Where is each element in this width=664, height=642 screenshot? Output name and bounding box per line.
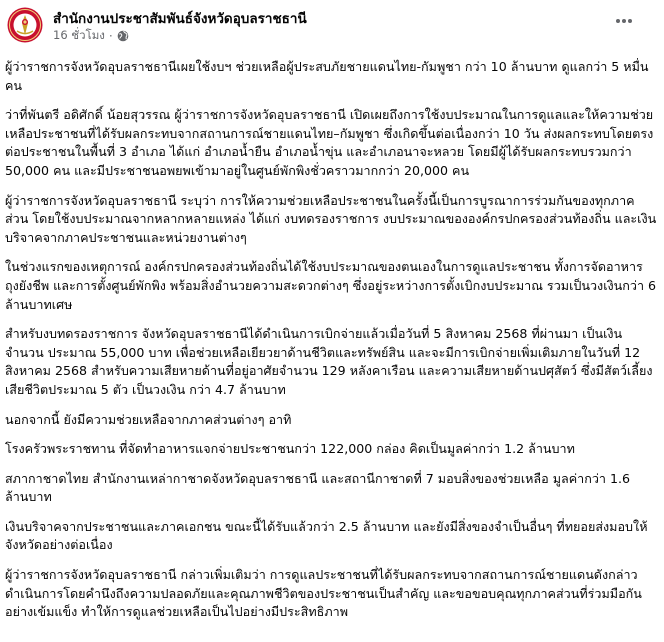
post-header — [0, 0, 664, 50]
post-paragraph: ผู้ว่าราชการจังหวัดอุบลราชธานี กล่าวเพิ่มเติมว่า การดูแลประชาชนที่ได้รับผลกระทบจากสถานการณ์ชายแดนดังกล่าว ดำเนินการโดยคำนึงถึงความปลอดภัยและคุณภาพชีวิตของประชาชนเป็นสำคัญ และขอขอบคุณทุกภาคส่วนที่ร่วมมือกันอย่างเข้มแข็ง ทำให้การดูแลช่วยเหลือเป็นไปอย่างมีประสิทธิภาพ — [5, 567, 642, 620]
more-options-button[interactable] — [608, 8, 640, 34]
post-paragraph: สำหรับงบทดรองราชการ จังหวัดอุบลราชธานีได้ดำเนินการเบิกจ่ายแล้วเมื่อวันที่ 5 สิงหาคม 2568 ที่ผ่านมา เป็นเงินจำนวน ประมาณ 55,000 บาท เพื่อช่วยเหลือเยียวยาด้านชีวิตและทรัพย์สิน และจะมีการเบิกจ่ายเพิ่มเติมภายในวันที่ 12 สิงหาคม 2568 สำหรับความเสียหายด้านที่อยู่อาศัยจำนวน 129 หลังคาเรือน และความเสียหายด้านปศุสัตว์ ซึ่งมีสัตว์เลี้ยงเสียชีวิตประมาณ 5 ตัว เป็นวงเงิน กว่า 4.7 ล้านบาท — [5, 326, 653, 397]
post-meta — [53, 27, 129, 45]
post-paragraph: ว่าที่พันตรี อดิศักดิ์ น้อยสุวรรณ ผู้ว่าราชการจังหวัดอุบลราชธานี เปิดเผยถึงการใช้งบประมาณในการดูแลและให้ความช่วยเหลือประชาชนที่ได้รับผลกระทบจากสถานการณ์ชายแดนไทย–กัมพูชา ซึ่งเกิดขึ้นต่อเนื่องกว่า 10 วัน ส่งผลกระทบโดยตรงต่อประชาชนในพื้นที่ 3 อำเภอ ได้แก่ อำเภอน้ำยืน อำเภอน้ำขุ่น และอำเภอนาจะหลวย โดยมีผู้ได้รับผลกระทบรวมกว่า 50,000 คน และมีประชาชนอพยพเข้ามาอยู่ในศูนย์พักพิงชั่วคราวมากกว่า 20,000 คน — [5, 107, 654, 178]
post-body — [5, 58, 657, 633]
meta-separator: · — [108, 29, 113, 43]
more-horizontal-icon — [615, 18, 633, 24]
government-seal-icon — [5, 5, 45, 45]
post-paragraph: โรงครัวพระราชทาน ที่จัดทำอาหารแจกจ่ายประชาชนกว่า 122,000 กล่อง คิดเป็นมูลค่ากว่า 1.2 ล้านบาท — [5, 441, 575, 457]
page-logo-avatar[interactable] — [5, 5, 45, 45]
post-timestamp[interactable]: 16 ชั่วโมง — [53, 28, 105, 42]
post-paragraph-headline: ผู้ว่าราชการจังหวัดอุบลราชธานีเผยใช้งบฯ ช่วยเหลือผู้ประสบภัยชายแดนไทย-กัมพูชา กว่า 10 ล้านบาท ดูแลกว่า 5 หมื่นคน — [5, 59, 649, 93]
post-paragraph: สภากาชาดไทย สำนักงานเหล่ากาชาดจังหวัดอุบลราชธานี และสถานีกาชาดที่ 7 มอบสิ่งของช่วยเหลือ มูลค่ากว่า 1.6 ล้านบาท — [5, 470, 631, 505]
post-paragraph: นอกจากนี้ ยังมีความช่วยเหลือจากภาคส่วนต่างๆ อาทิ — [5, 411, 292, 427]
post-paragraph: เงินบริจาคจากประชาชนและภาคเอกชน ขณะนี้ได้รับแล้วกว่า 2.5 ล้านบาท และยังมีสิ่งของจำเป็นอื่นๆ ที่ทยอยส่งมอบให้จังหวัดอย่างต่อเนื่อง — [5, 518, 648, 553]
post-paragraph: ในช่วงแรกของเหตุการณ์ องค์กรปกครองส่วนท้องถิ่นได้ใช้งบประมาณของตนเองในการดูแลประชาชน ทั้งการจัดอาหาร ถุงยังชีพ และการตั้งศูนย์พักพิง พร้อมสิ่งอำนวยความสะดวกต่างๆ ซึ่งอยู่ระหว่างการตั้งเบิกงบประมาณ รวมเป็นวงเงินกว่า 6 ล้านบาทเศษ — [5, 259, 657, 312]
post-paragraph: ผู้ว่าราชการจังหวัดอุบลราชธานี ระบุว่า การให้ความช่วยเหลือประชาชนในครั้งนี้เป็นการบูรณาการร่วมกันของทุกภาคส่วน โดยใช้งบประมาณจากหลากหลายแหล่ง ได้แก่ งบทดรองราชการ งบประมาณขององค์กรปกครองส่วนท้องถิ่น และเงินบริจาคจากภาคประชาชนและหน่วยงานต่างๆ — [5, 192, 657, 245]
globe-icon — [117, 30, 129, 42]
page-name-link[interactable]: สำนักงานประชาสัมพันธ์จังหวัดอุบลราชธานี — [53, 11, 307, 27]
